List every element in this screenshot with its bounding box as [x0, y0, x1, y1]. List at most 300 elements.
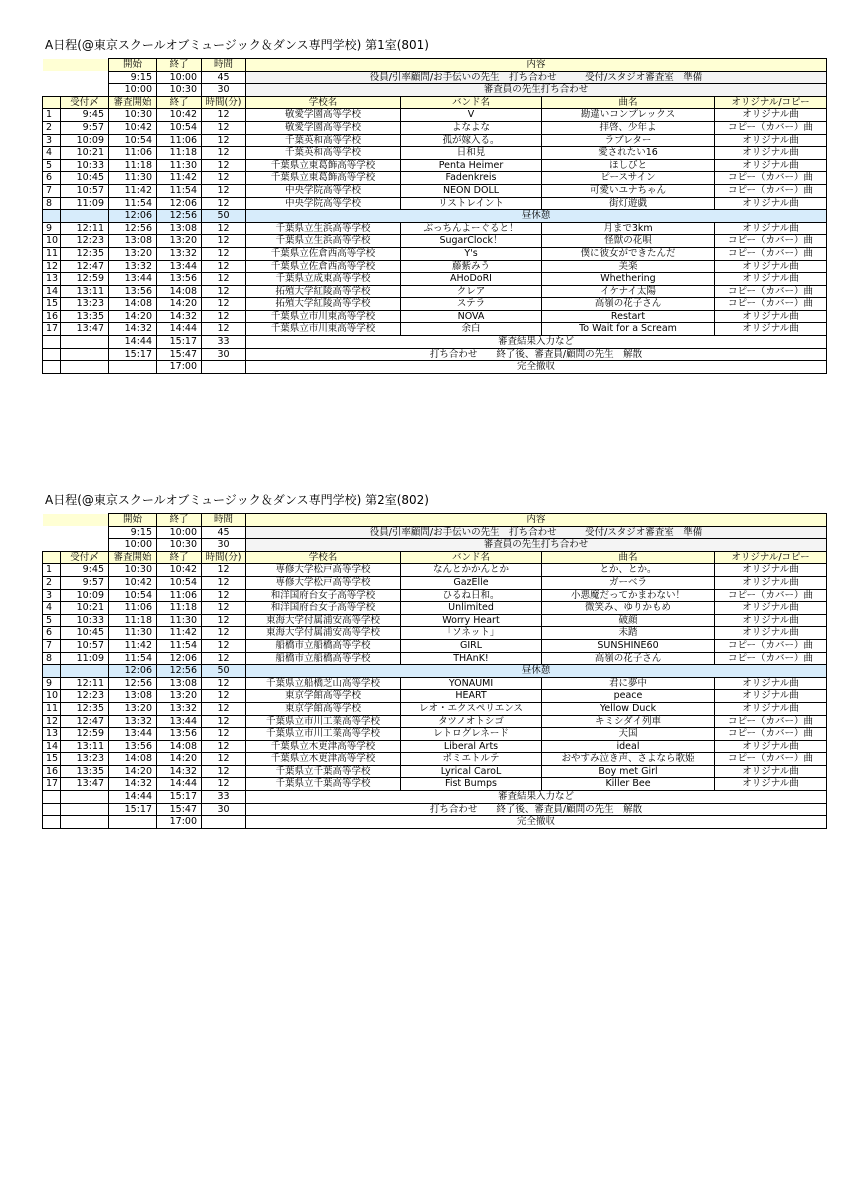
song-type: コピー（カバー）曲 [715, 753, 827, 766]
pre-schedule-row [43, 71, 827, 84]
school-name: 東海大学付属浦安高等学校 [246, 614, 401, 627]
song-title: Yellow Duck [542, 702, 715, 715]
row-number: 15 [43, 753, 61, 766]
header-duration-min: 時間(分) [202, 551, 246, 564]
song-type: オリジナル曲 [715, 260, 827, 273]
song-title: 勘違いコンプレックス [542, 109, 715, 122]
song-type: コピー（カバー）曲 [715, 589, 827, 602]
post-schedule-row [43, 336, 827, 349]
duration: 12 [202, 576, 246, 589]
row-number: 7 [43, 639, 61, 652]
band-name: Y's [401, 247, 542, 260]
song-type: オリジナル曲 [715, 147, 827, 160]
pre-schedule-row [43, 526, 827, 539]
row-number: 8 [43, 652, 61, 665]
school-name: 千葉県立木更津高等学校 [246, 740, 401, 753]
content-text: 打ち合わせ 終了後、審査員/顧問の先生 解散 [246, 803, 827, 816]
duration: 12 [202, 765, 246, 778]
pre-schedule-row [43, 539, 827, 552]
blank-cell [61, 791, 109, 804]
end-time: 11:54 [157, 184, 202, 197]
checkin-time: 12:23 [61, 690, 109, 703]
band-name: タツノオトシゴ [401, 715, 542, 728]
school-name: 千葉英和高等学校 [246, 134, 401, 147]
end-time: 10:00 [157, 526, 202, 539]
song-type: オリジナル曲 [715, 273, 827, 286]
table-row [43, 235, 827, 248]
header-number [43, 551, 61, 564]
judge-start-time: 11:42 [109, 639, 157, 652]
end-time: 14:32 [157, 310, 202, 323]
duration: 12 [202, 614, 246, 627]
lunch-cell [61, 665, 109, 678]
row-number: 2 [43, 121, 61, 134]
table-row [43, 652, 827, 665]
blank-cell [43, 71, 109, 84]
duration: 45 [202, 526, 246, 539]
duration: 12 [202, 627, 246, 640]
blank-cell [43, 84, 109, 97]
content-text: 役員/引率顧問/お手伝いの先生 打ち合わせ 受付/スタジオ審査室 準備 [246, 526, 827, 539]
row-number: 12 [43, 715, 61, 728]
band-name: Worry Heart [401, 614, 542, 627]
checkin-time: 11:09 [61, 652, 109, 665]
checkin-time: 13:35 [61, 310, 109, 323]
row-number: 16 [43, 310, 61, 323]
checkin-time: 10:57 [61, 639, 109, 652]
song-type: オリジナル曲 [715, 614, 827, 627]
song-title: おやすみ泣き声、さよなら歌姫 [542, 753, 715, 766]
table-row [43, 778, 827, 791]
row-number: 14 [43, 285, 61, 298]
band-name: 孤が嫁入る。 [401, 134, 542, 147]
blank-cell [61, 348, 109, 361]
header-type: オリジナル/コピー [715, 551, 827, 564]
checkin-time: 13:47 [61, 323, 109, 336]
header-checkin: 受付〆 [61, 551, 109, 564]
lunch-cell [43, 665, 61, 678]
duration: 12 [202, 310, 246, 323]
song-title: SUNSHINE60 [542, 639, 715, 652]
row-number: 13 [43, 728, 61, 741]
band-name: Lyrical CaroL [401, 765, 542, 778]
header-row [43, 514, 827, 527]
band-name: よなよな [401, 121, 542, 134]
row-number: 8 [43, 197, 61, 210]
judge-start-time: 13:56 [109, 285, 157, 298]
school-name: 拓殖大学紅陵高等学校 [246, 285, 401, 298]
blank-cell [61, 803, 109, 816]
checkin-time: 13:11 [61, 285, 109, 298]
end-time: 13:20 [157, 690, 202, 703]
duration: 12 [202, 159, 246, 172]
row-number: 5 [43, 614, 61, 627]
checkin-time: 13:35 [61, 765, 109, 778]
band-name: ぶっちんよーぐると！ [401, 222, 542, 235]
judge-start-time: 11:54 [109, 197, 157, 210]
table-row [43, 677, 827, 690]
duration: 12 [202, 222, 246, 235]
judge-start-time: 14:20 [109, 310, 157, 323]
school-name: 千葉県立東葛飾高等学校 [246, 159, 401, 172]
school-name: 敬愛学園高等学校 [246, 121, 401, 134]
header-judge-start: 審査開始 [109, 551, 157, 564]
song-title: ラブレター [542, 134, 715, 147]
duration: 12 [202, 121, 246, 134]
song-title: peace [542, 690, 715, 703]
header-checkin: 受付〆 [61, 96, 109, 109]
duration: 12 [202, 652, 246, 665]
judge-start-time: 10:42 [109, 121, 157, 134]
header-duration: 時間 [202, 59, 246, 72]
song-title: To Wait for a Scream [542, 323, 715, 336]
checkin-time: 10:21 [61, 147, 109, 160]
header-start: 開始 [109, 514, 157, 527]
duration: 12 [202, 702, 246, 715]
school-name: 千葉県立佐倉西高等学校 [246, 260, 401, 273]
band-name: Penta Heimer [401, 159, 542, 172]
band-name: SugarClock！ [401, 235, 542, 248]
end-time: 13:56 [157, 273, 202, 286]
school-name: 船橋市立船橋高等学校 [246, 639, 401, 652]
blank-cell [43, 526, 109, 539]
end-time: 11:30 [157, 159, 202, 172]
duration: 33 [202, 336, 246, 349]
duration: 12 [202, 235, 246, 248]
header-end: 終了 [157, 59, 202, 72]
row-number: 1 [43, 564, 61, 577]
checkin-time: 10:33 [61, 159, 109, 172]
checkin-time: 12:47 [61, 260, 109, 273]
row-number: 15 [43, 298, 61, 311]
content-text: 審査員の先生打ち合わせ [246, 539, 827, 552]
school-name: 千葉県立木更津高等学校 [246, 753, 401, 766]
band-name: Liberal Arts [401, 740, 542, 753]
song-title: Whethering [542, 273, 715, 286]
duration: 30 [202, 348, 246, 361]
post-schedule-row [43, 348, 827, 361]
school-name: 千葉県立市川工業高等学校 [246, 728, 401, 741]
checkin-time: 13:23 [61, 753, 109, 766]
judge-start-time: 12:56 [109, 677, 157, 690]
start-time [109, 361, 157, 374]
checkin-time: 10:33 [61, 614, 109, 627]
band-name: THAnK! [401, 652, 542, 665]
song-title: ideal [542, 740, 715, 753]
school-name: 専修大学松戸高等学校 [246, 576, 401, 589]
end-time: 14:44 [157, 323, 202, 336]
row-number: 16 [43, 765, 61, 778]
end-time: 14:20 [157, 753, 202, 766]
row-number: 7 [43, 184, 61, 197]
song-title: とか、とか。 [542, 564, 715, 577]
checkin-time: 10:57 [61, 184, 109, 197]
end-time: 10:54 [157, 121, 202, 134]
song-title: 高嶺の花子さん [542, 298, 715, 311]
table-row [43, 285, 827, 298]
school-name: 千葉県立市川工業高等学校 [246, 715, 401, 728]
song-type: オリジナル曲 [715, 310, 827, 323]
header-content: 内容 [246, 59, 827, 72]
judge-start-time: 14:08 [109, 753, 157, 766]
band-name: 「ソネット」 [401, 627, 542, 640]
duration: 12 [202, 690, 246, 703]
checkin-time: 9:57 [61, 576, 109, 589]
band-name: クレア [401, 285, 542, 298]
performance-header-row [43, 551, 827, 564]
school-name: 専修大学松戸高等学校 [246, 564, 401, 577]
header-judge-start: 審査開始 [109, 96, 157, 109]
duration: 30 [202, 84, 246, 97]
blank-cell [61, 361, 109, 374]
judge-start-time: 11:18 [109, 614, 157, 627]
table-row [43, 121, 827, 134]
row-number: 13 [43, 273, 61, 286]
song-type: コピー（カバー）曲 [715, 184, 827, 197]
post-schedule-row [43, 816, 827, 829]
end-time: 14:08 [157, 285, 202, 298]
band-name: 藤紫みう [401, 260, 542, 273]
duration: 12 [202, 197, 246, 210]
schedule-section-room-1 [42, 37, 826, 374]
school-name: 船橋市立船橋高等学校 [246, 652, 401, 665]
table-row [43, 222, 827, 235]
school-name: 千葉県立成東高等学校 [246, 273, 401, 286]
header-content: 内容 [246, 514, 827, 527]
content-text: 完全撤収 [246, 816, 827, 829]
end-time: 14:08 [157, 740, 202, 753]
song-title: キミシダイ列車 [542, 715, 715, 728]
duration: 12 [202, 172, 246, 185]
duration: 12 [202, 273, 246, 286]
song-title: 未踏 [542, 627, 715, 640]
blank-cell [61, 336, 109, 349]
duration: 45 [202, 71, 246, 84]
schedule-title: A日程(@東京スクールオブミュージック＆ダンス専門学校) 第1室(801) [45, 38, 429, 52]
header-song: 曲名 [542, 96, 715, 109]
end-time: 12:06 [157, 197, 202, 210]
row-number: 3 [43, 589, 61, 602]
end-time: 11:30 [157, 614, 202, 627]
content-text: 役員/引率顧問/お手伝いの先生 打ち合わせ 受付/スタジオ審査室 準備 [246, 71, 827, 84]
blank-cell [43, 816, 61, 829]
song-title: 僕に彼女ができたんだ [542, 247, 715, 260]
duration: 12 [202, 109, 246, 122]
end-time: 14:20 [157, 298, 202, 311]
checkin-time: 10:09 [61, 134, 109, 147]
song-type: コピー（カバー）曲 [715, 728, 827, 741]
judge-start-time: 13:32 [109, 715, 157, 728]
duration: 30 [202, 539, 246, 552]
end-time: 11:42 [157, 172, 202, 185]
blank-cell [43, 348, 61, 361]
row-number: 17 [43, 323, 61, 336]
start-time: 15:17 [109, 348, 157, 361]
content-text: 打ち合わせ 終了後、審査員/顧問の先生 解散 [246, 348, 827, 361]
band-name: GazElle [401, 576, 542, 589]
table-row [43, 172, 827, 185]
judge-start-time: 14:32 [109, 778, 157, 791]
blank-cell [61, 816, 109, 829]
header-duration-min: 時間(分) [202, 96, 246, 109]
start-time: 9:15 [109, 526, 157, 539]
school-name: 和洋国府台女子高等学校 [246, 602, 401, 615]
song-title: 美楽 [542, 260, 715, 273]
row-number: 17 [43, 778, 61, 791]
end-time: 14:44 [157, 778, 202, 791]
row-number: 5 [43, 159, 61, 172]
duration: 33 [202, 791, 246, 804]
row-number: 1 [43, 109, 61, 122]
duration: 12 [202, 589, 246, 602]
end-time: 11:06 [157, 589, 202, 602]
header-band: バンド名 [401, 551, 542, 564]
header-school: 学校名 [246, 551, 401, 564]
judge-start-time: 14:20 [109, 765, 157, 778]
school-name: 拓殖大学紅陵高等学校 [246, 298, 401, 311]
header-band: バンド名 [401, 96, 542, 109]
header-duration: 時間 [202, 514, 246, 527]
end-time: 11:18 [157, 147, 202, 160]
header-school: 学校名 [246, 96, 401, 109]
end-time: 10:30 [157, 84, 202, 97]
song-title: 高嶺の花子さん [542, 652, 715, 665]
song-title: Restart [542, 310, 715, 323]
start-time: 15:17 [109, 803, 157, 816]
end-time: 10:42 [157, 109, 202, 122]
table-row [43, 109, 827, 122]
end-time: 10:54 [157, 576, 202, 589]
table-row [43, 310, 827, 323]
duration: 30 [202, 803, 246, 816]
header-end: 終了 [157, 514, 202, 527]
post-schedule-row [43, 803, 827, 816]
checkin-time: 12:11 [61, 222, 109, 235]
checkin-time: 9:45 [61, 564, 109, 577]
band-name: Fist Bumps [401, 778, 542, 791]
duration [202, 816, 246, 829]
post-schedule-row [43, 361, 827, 374]
header-end: 終了 [157, 96, 202, 109]
school-name: 千葉県立東葛飾高等学校 [246, 172, 401, 185]
school-name: 中央学院高等学校 [246, 197, 401, 210]
band-name: YONAUMI [401, 677, 542, 690]
table-row [43, 740, 827, 753]
duration: 12 [202, 323, 246, 336]
duration: 12 [202, 147, 246, 160]
end-time: 15:17 [157, 336, 202, 349]
judge-start-time: 13:56 [109, 740, 157, 753]
school-name: 千葉県立生浜高等学校 [246, 235, 401, 248]
row-number: 4 [43, 147, 61, 160]
blank-cell [43, 539, 109, 552]
song-title: ガーベラ [542, 576, 715, 589]
checkin-time: 9:45 [61, 109, 109, 122]
song-title: 愛されたい16 [542, 147, 715, 160]
end-time: 10:30 [157, 539, 202, 552]
checkin-time: 12:35 [61, 247, 109, 260]
content-text: 完全撤収 [246, 361, 827, 374]
song-title: 微笑み、ゆりかもめ [542, 602, 715, 615]
song-type: コピー（カバー）曲 [715, 285, 827, 298]
checkin-time: 12:11 [61, 677, 109, 690]
table-row [43, 298, 827, 311]
song-type: オリジナル曲 [715, 627, 827, 640]
duration: 12 [202, 753, 246, 766]
blank-cell [43, 803, 61, 816]
end-time: 10:42 [157, 564, 202, 577]
schedule-section-room-2 [42, 492, 826, 829]
band-name: 余白 [401, 323, 542, 336]
checkin-time: 13:23 [61, 298, 109, 311]
duration: 12 [202, 740, 246, 753]
blank-cell [43, 59, 109, 72]
school-name: 東京学館高等学校 [246, 690, 401, 703]
duration: 12 [202, 285, 246, 298]
band-name: GIRL [401, 639, 542, 652]
song-type: オリジナル曲 [715, 564, 827, 577]
end-time: 13:20 [157, 235, 202, 248]
song-type: コピー（カバー）曲 [715, 652, 827, 665]
judge-start-time: 10:54 [109, 589, 157, 602]
start-time: 10:00 [109, 539, 157, 552]
judge-start-time: 13:44 [109, 273, 157, 286]
lunch-end: 12:56 [157, 210, 202, 223]
judge-start-time: 10:54 [109, 134, 157, 147]
header-type: オリジナル/コピー [715, 96, 827, 109]
song-type: オリジナル曲 [715, 778, 827, 791]
band-name: HEART [401, 690, 542, 703]
song-title: 月まで3km [542, 222, 715, 235]
row-number: 11 [43, 247, 61, 260]
song-type: オリジナル曲 [715, 702, 827, 715]
song-title: Boy met Girl [542, 765, 715, 778]
checkin-time: 12:23 [61, 235, 109, 248]
start-time: 14:44 [109, 791, 157, 804]
song-type: コピー（カバー）曲 [715, 235, 827, 248]
duration: 12 [202, 184, 246, 197]
end-time: 17:00 [157, 361, 202, 374]
row-number: 12 [43, 260, 61, 273]
performance-header-row [43, 96, 827, 109]
song-type: オリジナル曲 [715, 134, 827, 147]
row-number: 14 [43, 740, 61, 753]
school-name: 千葉県立生浜高等学校 [246, 222, 401, 235]
blank-cell [43, 361, 61, 374]
table-row [43, 184, 827, 197]
duration: 12 [202, 298, 246, 311]
song-title: Killer Bee [542, 778, 715, 791]
content-text: 審査結果入力など [246, 336, 827, 349]
lunch-label: 昼休憩 [246, 210, 827, 223]
school-name: 敬愛学園高等学校 [246, 109, 401, 122]
duration: 12 [202, 134, 246, 147]
checkin-time: 13:47 [61, 778, 109, 791]
judge-start-time: 10:30 [109, 564, 157, 577]
header-song: 曲名 [542, 551, 715, 564]
song-title: 街灯遊戯 [542, 197, 715, 210]
end-time: 10:00 [157, 71, 202, 84]
judge-start-time: 11:18 [109, 159, 157, 172]
end-time: 13:44 [157, 715, 202, 728]
song-title: ほしびと [542, 159, 715, 172]
table-row [43, 589, 827, 602]
lunch-cell [43, 210, 61, 223]
blank-cell [43, 514, 109, 527]
lunch-start: 12:06 [109, 665, 157, 678]
checkin-time: 10:45 [61, 627, 109, 640]
end-time: 13:56 [157, 728, 202, 741]
